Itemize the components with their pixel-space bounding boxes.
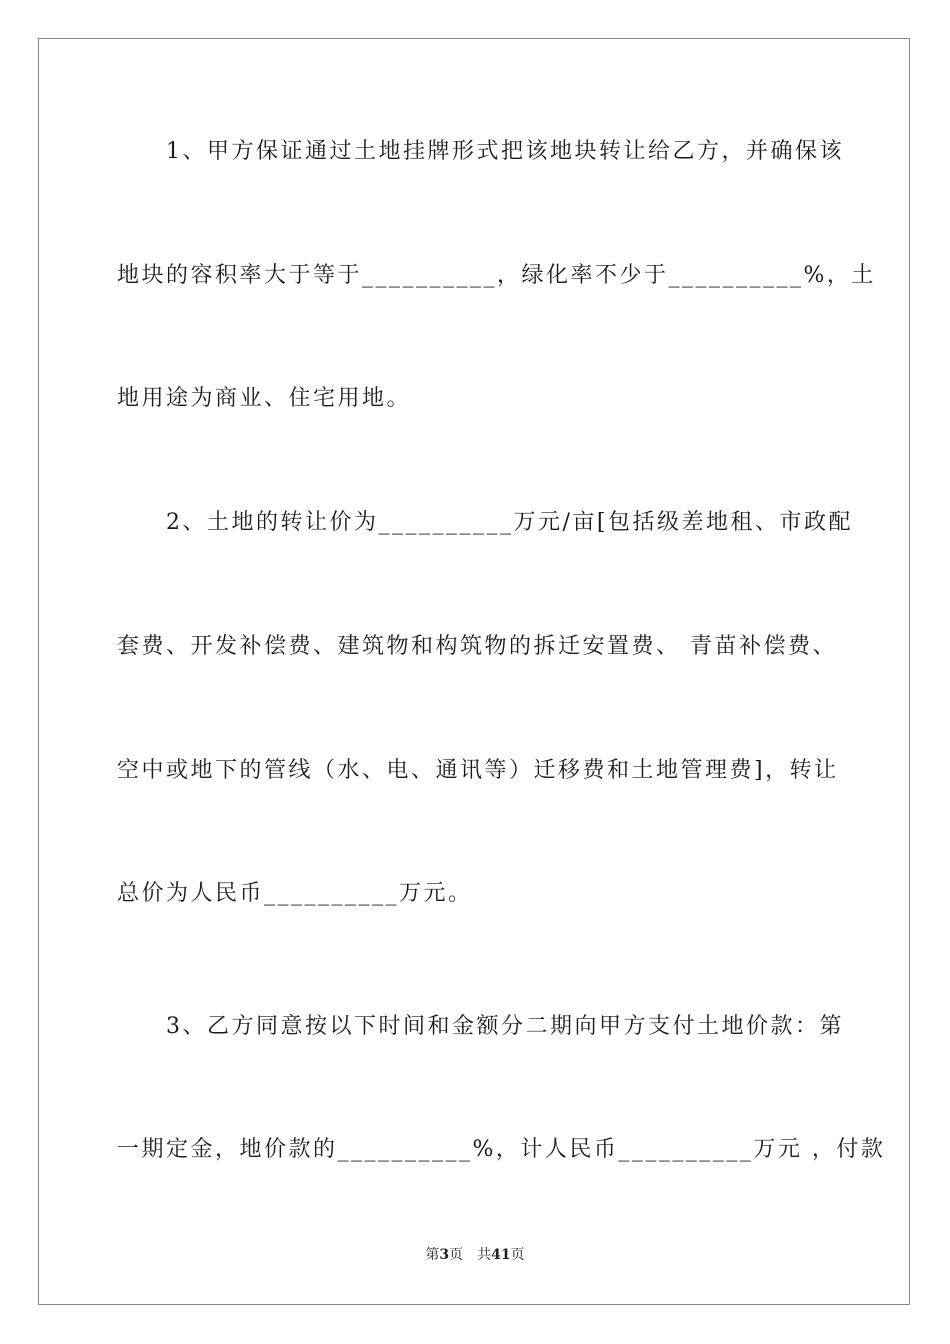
page-suffix: 页	[449, 1247, 464, 1263]
page-footer	[0, 1245, 950, 1265]
paragraph-1-line-2: 地块的容积率大于等于__________，绿化率不少于__________%，土	[117, 263, 876, 288]
paragraph-2-line-1: 2、土地的转让价为__________万元/亩[包括级差地租、市政配	[117, 510, 853, 535]
paragraph-2-line-3: 空中或地下的管线（水、电、通讯等）迁移费和土地管理费]，转让	[117, 758, 839, 783]
paragraph-1-line-3: 地用途为商业、住宅用地。	[117, 386, 412, 411]
paragraph-2-line-2: 套费、开发补偿费、建筑物和构筑物的拆迁安置费、 青苗补偿费、	[117, 634, 837, 659]
total-suffix: 页	[510, 1247, 525, 1263]
total-pages: 41	[491, 1247, 511, 1263]
paragraph-3-line-2: 一期定金，地价款的__________%，计人民币__________万元 ，付款	[117, 1137, 886, 1162]
page-number: 3	[439, 1247, 450, 1263]
paragraph-3-line-1: 3、乙方同意按以下时间和金额分二期向甲方支付土地价款：第	[117, 1014, 844, 1039]
paragraph-2-line-4: 总价为人民币__________万元。	[117, 881, 473, 906]
page-prefix: 第	[425, 1247, 440, 1263]
page-frame	[38, 38, 910, 1305]
total-prefix: 共	[477, 1247, 492, 1263]
paragraph-1-line-1: 1、甲方保证通过土地挂牌形式把该地块转让给乙方，并确保该	[117, 139, 844, 164]
